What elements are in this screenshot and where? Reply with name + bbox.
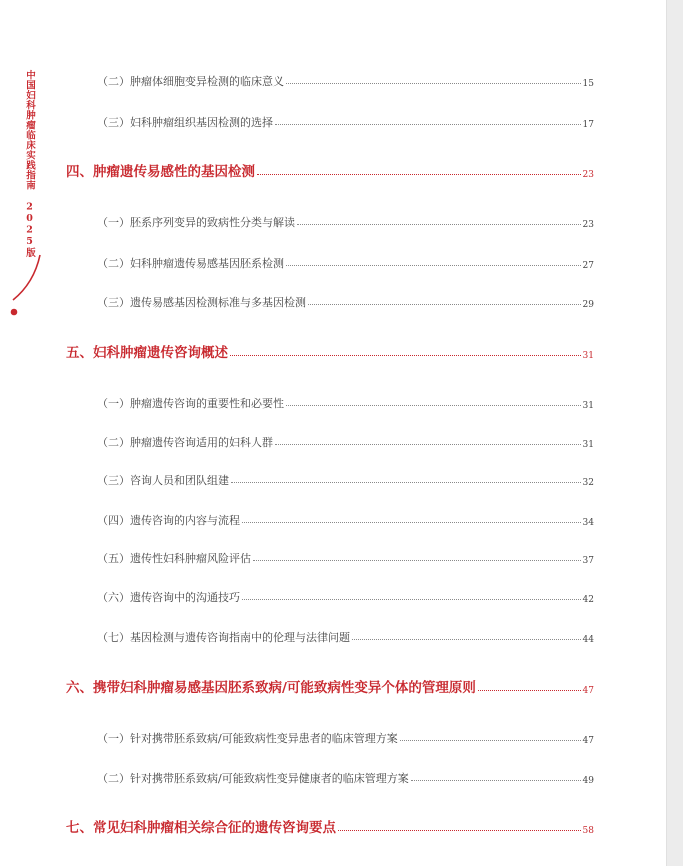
- toc-entry-title: 五、妇科肿瘤遗传咨询概述: [66, 345, 228, 361]
- toc-subsection-entry[interactable]: [97, 585, 594, 605]
- toc-subsection-entry[interactable]: [97, 391, 594, 411]
- dot-leader: [411, 780, 581, 781]
- toc-entry-title: （一）针对携带胚系致病/可能致病性变异患者的临床管理方案: [97, 732, 398, 745]
- toc-subsection-entry[interactable]: [97, 210, 594, 230]
- dot-leader: [242, 522, 581, 523]
- toc-page-number: 29: [582, 300, 594, 310]
- toc-subsection-entry[interactable]: [97, 430, 594, 450]
- toc-entry-title: 六、携带妇科肿瘤易感基因胚系致病/可能致病性变异个体的管理原则: [66, 680, 476, 696]
- toc-entry-title: （四）遗传咨询的内容与流程: [97, 514, 240, 527]
- toc-entry-title: （六）遗传咨询中的沟通技巧: [97, 591, 240, 604]
- toc-entry-title: （一）肿瘤遗传咨询的重要性和必要性: [97, 397, 284, 410]
- dot-leader: [352, 639, 581, 640]
- toc-subsection-entry[interactable]: [97, 251, 594, 271]
- side-arc-decoration: [0, 0, 60, 330]
- dot-leader: [286, 83, 581, 84]
- dot-leader: [286, 405, 581, 406]
- toc-page-number: 23: [582, 170, 594, 180]
- toc-page-number: 23: [582, 220, 594, 230]
- toc-page-number: 31: [582, 351, 594, 361]
- dot-leader: [297, 224, 581, 225]
- toc-subsection-entry[interactable]: [97, 546, 594, 566]
- toc-page-number: 47: [582, 686, 594, 696]
- toc-entry-title: （三）遗传易感基因检测标准与多基因检测: [97, 296, 306, 309]
- toc-section-entry[interactable]: [66, 160, 594, 180]
- dot-leader: [231, 482, 581, 483]
- toc-page-number: 58: [582, 826, 594, 836]
- dot-leader: [275, 124, 581, 125]
- toc-page-number: 27: [582, 261, 594, 271]
- toc-section-entry[interactable]: [66, 341, 594, 361]
- toc-page-number: 31: [582, 401, 594, 411]
- toc-subsection-entry[interactable]: [97, 69, 594, 89]
- toc-page-number: 44: [582, 635, 594, 645]
- dot-leader: [308, 304, 581, 305]
- dot-leader: [478, 690, 581, 691]
- toc-page-number: 37: [582, 556, 594, 566]
- toc-entry-title: （二）针对携带胚系致病/可能致病性变异健康者的临床管理方案: [97, 772, 409, 785]
- toc-entry-title: （二）妇科肿瘤遗传易感基因胚系检测: [97, 257, 284, 270]
- toc-entry-title: （三）咨询人员和团队组建: [97, 474, 229, 487]
- toc-page-number: 34: [582, 518, 594, 528]
- toc-entry-title: 四、肿瘤遗传易感性的基因检测: [66, 164, 255, 180]
- toc-entry-title: （五）遗传性妇科肿瘤风险评估: [97, 552, 251, 565]
- page-edge: [666, 0, 683, 866]
- toc-section-entry[interactable]: [66, 676, 594, 696]
- dot-leader: [253, 560, 581, 561]
- toc-subsection-entry[interactable]: [97, 110, 594, 130]
- dot-leader: [230, 355, 581, 356]
- toc-subsection-entry[interactable]: [97, 508, 594, 528]
- toc-subsection-entry[interactable]: [97, 625, 594, 645]
- toc-page-number: 15: [582, 79, 594, 89]
- toc-page-number: 47: [582, 736, 594, 746]
- dot-leader: [242, 599, 581, 600]
- toc-entry-title: （二）肿瘤体细胞变异检测的临床意义: [97, 75, 284, 88]
- toc-page-number: 49: [582, 776, 594, 786]
- side-title: 中国妇科肿瘤临床实践指南 2025版: [24, 70, 35, 258]
- toc-subsection-entry[interactable]: [97, 766, 594, 786]
- toc-subsection-entry[interactable]: [97, 726, 594, 746]
- toc-page-number: 42: [582, 595, 594, 605]
- toc-entry-title: 七、常见妇科肿瘤相关综合征的遗传咨询要点: [66, 820, 336, 836]
- toc-entry-title: （三）妇科肿瘤组织基因检测的选择: [97, 116, 273, 129]
- toc-entry-title: （二）肿瘤遗传咨询适用的妇科人群: [97, 436, 273, 449]
- toc-page-number: 17: [582, 120, 594, 130]
- dot-leader: [286, 265, 581, 266]
- toc-entry-title: （一）胚系序列变异的致病性分类与解读: [97, 216, 295, 229]
- toc-section-entry[interactable]: [66, 816, 594, 836]
- toc-subsection-entry[interactable]: [97, 290, 594, 310]
- dot-leader: [400, 740, 581, 741]
- dot-leader: [275, 444, 581, 445]
- dot-leader: [338, 830, 581, 831]
- toc-page-number: 32: [582, 478, 594, 488]
- toc-entry-title: （七）基因检测与遗传咨询指南中的伦理与法律问题: [97, 631, 350, 644]
- dot-leader: [257, 174, 581, 175]
- toc-page-number: 31: [582, 440, 594, 450]
- toc-subsection-entry[interactable]: [97, 468, 594, 488]
